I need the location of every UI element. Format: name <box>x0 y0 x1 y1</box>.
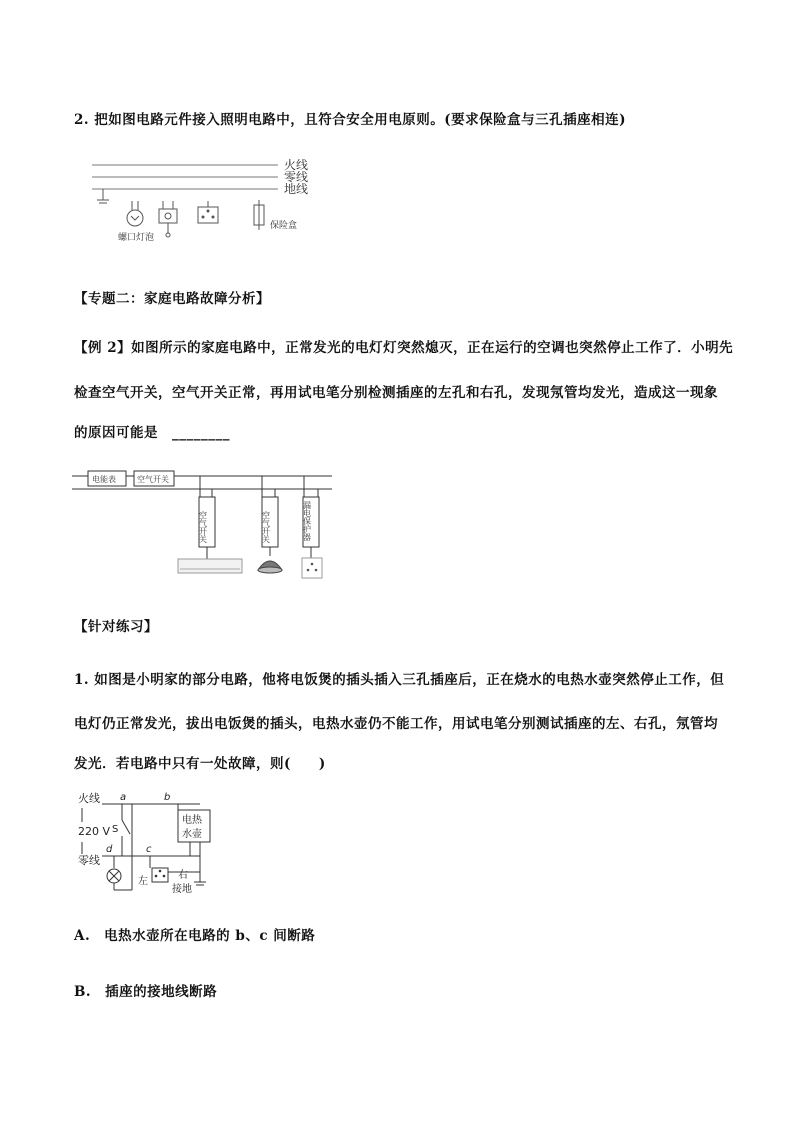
label-live: 火线 <box>78 792 100 805</box>
air-conditioner-icon <box>178 559 242 573</box>
label-meter: 电能表 <box>92 475 116 484</box>
question-1-line-2: 电灯仍正常发光，拔出电饭煲的插头，电热水壶仍不能工作，用试电笔分别测试插座的左、右孔，氖管均 <box>74 716 718 732</box>
label-ground: 接地 <box>172 884 192 895</box>
example-2-line-2: 检查空气开关，空气开关正常，再用试电笔分别检测插座的左孔和右孔，发现氖管均发光，造成这一现象 <box>74 385 718 401</box>
label-ground-wire: 地线 <box>284 182 309 196</box>
question-1-line-1: 1. 如图是小明家的部分电路，他将电饭煲的插头插入三孔插座后，正在烧水的电热水壶突然停止工作，但 <box>74 672 725 688</box>
three-hole-socket-icon <box>198 201 218 223</box>
label-a: a <box>120 792 127 803</box>
figure-lighting-components <box>88 156 350 244</box>
fuse-box-icon <box>254 200 264 230</box>
figure-kettle-circuit <box>72 790 222 898</box>
label-lamp-switch: 空气开关 <box>261 511 271 543</box>
example-2-line-3: 的原因可能是 ________ <box>74 425 230 441</box>
lamp-x-icon <box>107 869 121 883</box>
topic-2-heading: 【专题二：家庭电路故障分析】 <box>74 291 270 307</box>
option-a: A. 电热水壶所在电路的 b、c 间断路 <box>74 928 316 944</box>
label-left: 左 <box>138 876 148 887</box>
label-ac-switch: 空气开关 <box>198 511 208 543</box>
label-right: 右 <box>178 870 188 881</box>
lamp-icon <box>258 561 282 573</box>
practice-heading: 【针对练习】 <box>74 619 158 635</box>
label-switch-s: S <box>112 824 119 835</box>
label-live-wire: 火线 <box>284 158 309 172</box>
switch-icon <box>159 201 177 237</box>
label-bulb: 螺口灯泡 <box>118 233 155 243</box>
label-b: b <box>164 792 171 803</box>
label-kettle-1: 电热 <box>182 815 202 826</box>
label-neutral-wire: 零线 <box>284 170 309 184</box>
bulb-icon <box>127 201 143 226</box>
figure-household-circuit <box>72 466 344 584</box>
label-c: c <box>146 844 152 855</box>
option-b: B. 插座的接地线断路 <box>74 984 218 1000</box>
label-leakage-protector: 漏电保护器 <box>302 501 312 541</box>
label-neutral: 零线 <box>78 854 100 867</box>
question-1-line-3: 发光．若电路中只有一处故障，则( ) <box>74 756 326 772</box>
label-voltage: 220 V <box>78 825 111 838</box>
label-main-switch: 空气开关 <box>137 475 169 484</box>
label-d: d <box>106 844 113 855</box>
label-fuse-box: 保险盒 <box>270 221 298 231</box>
label-kettle-2: 水壶 <box>182 829 202 840</box>
example-2-line-1: 【例 2】如图所示的家庭电路中，正常发光的电灯灯突然熄灭，正在运行的空调也突然停止工作了．小明先 <box>74 340 734 356</box>
question-2-text: 2. 把如图电路元件接入照明电路中，且符合安全用电原则。(要求保险盒与三孔插座相连) <box>74 112 627 128</box>
wall-socket-icon <box>302 558 322 578</box>
